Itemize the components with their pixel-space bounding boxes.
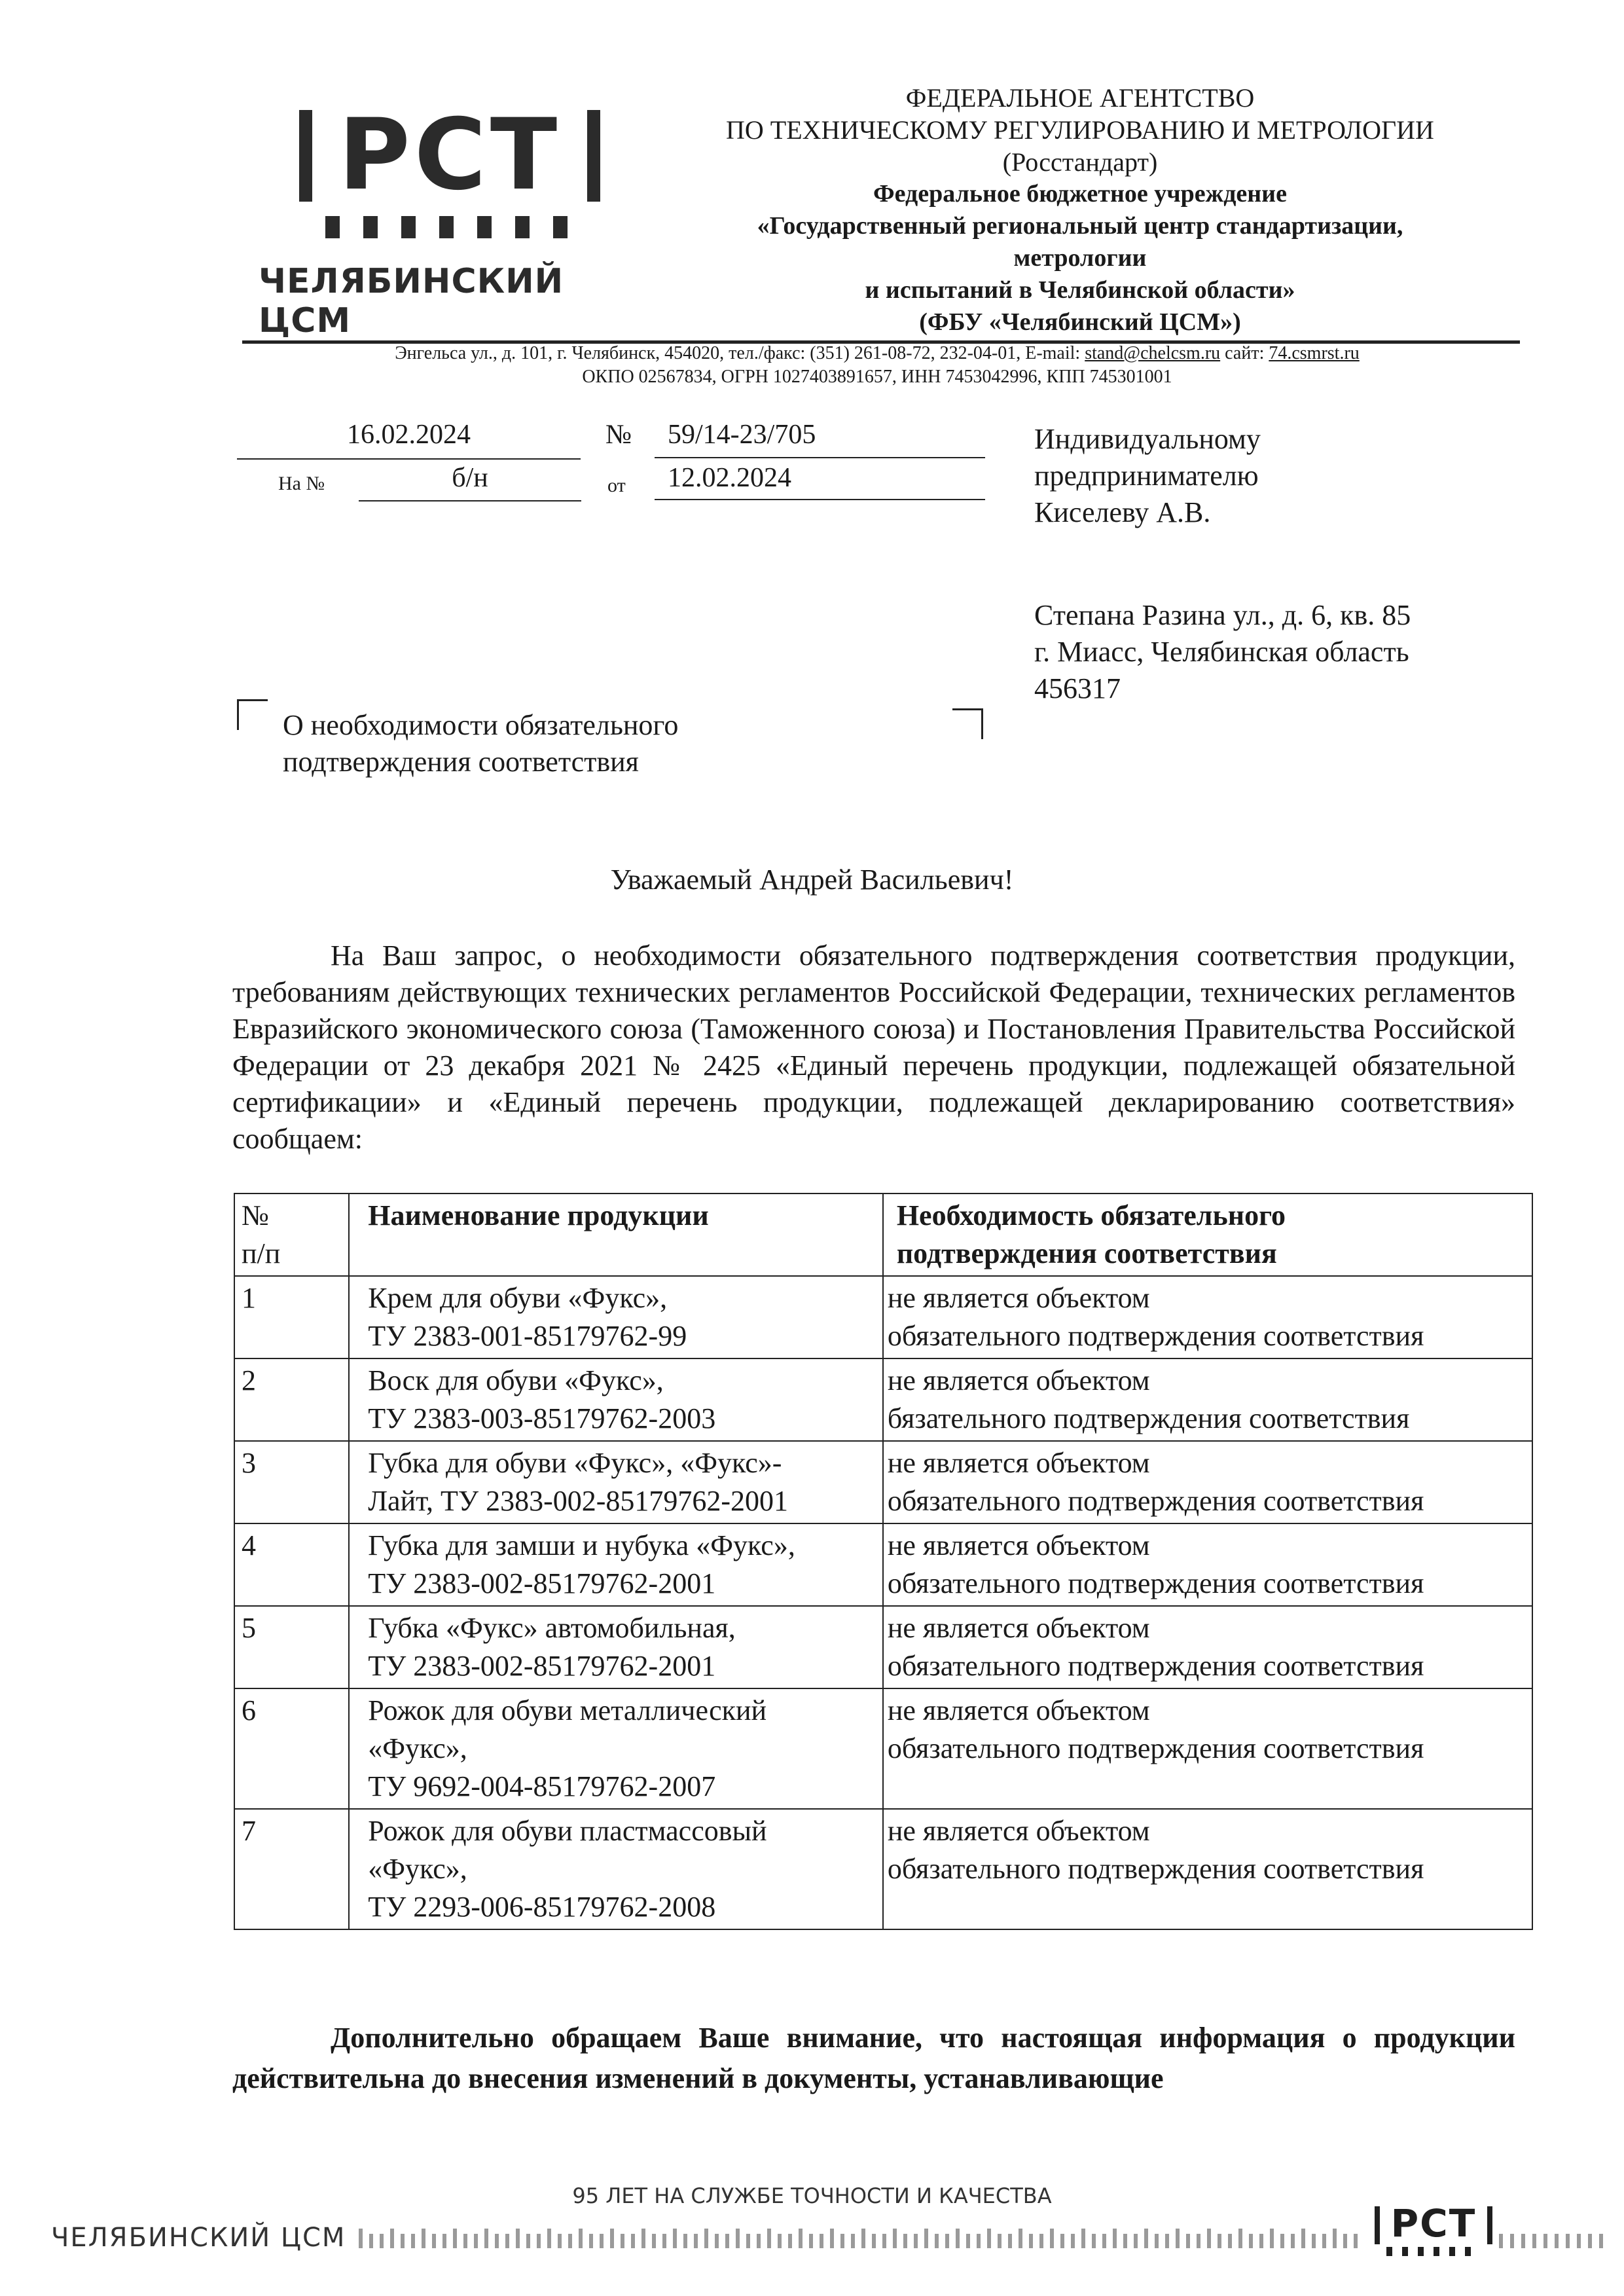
in-reply-date: 12.02.2024 <box>655 462 985 500</box>
row-requirement <box>883 1809 1532 1929</box>
closing-paragraph: Дополнительно обращаем Ваше внимание, что настоящая информация о продукции действительна до внесения изменений в документы, устанавливающие <box>232 2022 1515 2094</box>
requirement-line: не является объектом <box>887 1447 1150 1479</box>
header-requirement <box>883 1194 1532 1276</box>
product-line: ТУ 2383-001-85179762-99 <box>368 1320 687 1352</box>
agency-line-2: ПО ТЕХНИЧЕСКОМУ РЕГУЛИРОВАНИЮ И МЕТРОЛОГИИ <box>726 115 1434 145</box>
footer-rst-logo <box>1375 2200 1492 2257</box>
row-product <box>349 1358 883 1441</box>
product-line: ТУ 9692-004-85179762-2007 <box>368 1770 716 1802</box>
product-line: «Фукс», <box>368 1853 467 1885</box>
row-number: 2 <box>234 1358 349 1441</box>
product-line: Губка «Фукс» автомобильная, <box>368 1612 736 1644</box>
requirement-line: обязательного подтверждения соответствия <box>887 1650 1424 1682</box>
row-number: 7 <box>234 1809 349 1929</box>
recipient-address-3: 456317 <box>1034 672 1121 704</box>
row-requirement <box>883 1441 1532 1523</box>
footer-slogan: 95 ЛЕТ НА СЛУЖБЕ ТОЧНОСТИ И КАЧЕСТВА <box>572 2183 1052 2208</box>
product-line: Рожок для обуви металлический <box>368 1694 767 1726</box>
table-row <box>234 1688 1532 1809</box>
row-product <box>349 1606 883 1688</box>
from-label: от <box>607 475 626 496</box>
greeting: Уважаемый Андрей Васильевич! <box>610 864 1014 896</box>
row-requirement <box>883 1688 1532 1809</box>
recipient-line-2: предпринимателю <box>1034 460 1259 492</box>
institution-line-5: (ФБУ «Челябинский ЦСМ») <box>919 308 1241 336</box>
institution-line-4: и испытаний в Челябинской области» <box>865 276 1295 304</box>
address-block <box>262 342 1492 389</box>
row-requirement <box>883 1358 1532 1441</box>
row-product <box>349 1276 883 1358</box>
footer-name: ЧЕЛЯБИНСКИЙ ЦСМ <box>51 2223 346 2253</box>
subject <box>283 707 872 780</box>
row-requirement <box>883 1523 1532 1606</box>
registration-codes: ОКПО 02567834, ОГРН 1027403891657, ИНН 7453042996, КПП 745301001 <box>582 367 1172 387</box>
body-paragraph: На Ваш запрос, о необходимости обязательного подтверждения соответствия продукции, требованиям действующих технических регламентов Российской Федерации, технических регламентов Евразийского экономического союза (Таможенного союза) и Постановления Правительства Российской Федерации от 23 декабря 2021 № 2425 «Единый перечень продукции, подлежащей обязательной сертификации» и «Единый перечень продукции, подлежащей декларированию соответствия» сообщаем: <box>232 939 1515 1155</box>
subject-line-1: О необходимости обязательного <box>283 709 679 741</box>
site-label: сайт: <box>1220 343 1269 363</box>
recipient-address <box>1034 597 1532 707</box>
requirement-line: обязательного подтверждения соответствия <box>887 1567 1424 1599</box>
table-row <box>234 1358 1532 1441</box>
table-header-row <box>234 1194 1532 1276</box>
row-product <box>349 1688 883 1809</box>
row-number: 1 <box>234 1276 349 1358</box>
requirement-line: бязательного подтверждения соответствия <box>887 1402 1410 1434</box>
product-line: ТУ 2383-002-85179762-2001 <box>368 1567 716 1599</box>
product-line: Рожок для обуви пластмассовый <box>368 1815 767 1847</box>
product-line: Крем для обуви «Фукс», <box>368 1282 668 1314</box>
subject-corner-right <box>952 708 983 739</box>
product-line: ТУ 2383-003-85179762-2003 <box>368 1402 716 1434</box>
product-line: Лайт, ТУ 2383-002-85179762-2001 <box>368 1485 789 1517</box>
requirement-line: обязательного подтверждения соответствия <box>887 1320 1424 1352</box>
row-number: 3 <box>234 1441 349 1523</box>
address-text: Энгельса ул., д. 101, г. Челябинск, 454020, тел./факс: (351) 261-08-72, 232-04-01, E-mail: <box>395 343 1085 363</box>
table-row <box>234 1441 1532 1523</box>
table-row <box>234 1523 1532 1606</box>
footer-ticks-right <box>1499 2226 1610 2248</box>
organization-header <box>655 82 1506 338</box>
requirement-line: обязательного подтверждения соответствия <box>887 1853 1424 1885</box>
row-product <box>349 1809 883 1929</box>
requirement-line: не является объектом <box>887 1529 1150 1561</box>
recipient-line-3: Киселеву А.В. <box>1034 496 1211 528</box>
letter-number: 59/14-23/705 <box>655 419 985 458</box>
requirement-line: не является объектом <box>887 1694 1150 1726</box>
logo-caption: ЧЕЛЯБИНСКИЙ ЦСМ <box>259 262 564 340</box>
requirement-line: не является объектом <box>887 1612 1150 1644</box>
row-requirement <box>883 1606 1532 1688</box>
logo <box>259 105 651 340</box>
in-reply-number: б/н <box>359 462 581 501</box>
subject-line-2: подтверждения соответствия <box>283 746 639 778</box>
email-link[interactable]: stand@chelcsm.ru <box>1085 343 1221 363</box>
subject-corner-left <box>237 699 268 730</box>
requirement-line: не является объектом <box>887 1815 1150 1847</box>
row-product <box>349 1441 883 1523</box>
institution-line-2: «Государственный региональный центр стандартизации, <box>757 212 1403 240</box>
logo-mark-text: РСТ <box>338 105 562 212</box>
institution-line-3: метрологии <box>1013 244 1147 272</box>
product-line: Губка для замши и нубука «Фукс», <box>368 1529 795 1561</box>
table-row <box>234 1809 1532 1929</box>
letter-date: 16.02.2024 <box>237 419 581 460</box>
row-product <box>349 1523 883 1606</box>
institution-line-1: Федеральное бюджетное учреждение <box>873 180 1287 208</box>
site-link[interactable]: 74.csmrst.ru <box>1269 343 1360 363</box>
row-requirement <box>883 1276 1532 1358</box>
requirement-line: обязательного подтверждения соответствия <box>887 1732 1424 1764</box>
recipient-line-1: Индивидуальному <box>1034 423 1261 455</box>
header-product-name: Наименование продукции <box>349 1194 883 1276</box>
agency-short: (Росстандарт) <box>1002 147 1158 177</box>
header-requirement-line-1: Необходимость обязательного <box>896 1199 1286 1231</box>
header-number-line-1: № <box>242 1199 269 1231</box>
table-row <box>234 1606 1532 1688</box>
product-line: Воск для обуви «Фукс», <box>368 1364 664 1396</box>
row-number: 5 <box>234 1606 349 1688</box>
footer-ticks <box>359 2226 1360 2248</box>
in-reply-label: На № <box>278 473 325 494</box>
header-number-line-2: п/п <box>242 1237 281 1269</box>
footer-logo-text: РСТ <box>1390 2201 1477 2246</box>
header-number <box>234 1194 349 1276</box>
agency-line-1: ФЕДЕРАЛЬНОЕ АГЕНТСТВО <box>905 83 1255 113</box>
requirement-line: обязательного подтверждения соответствия <box>887 1485 1424 1517</box>
requirement-line: не является объектом <box>887 1364 1150 1396</box>
requirement-line: не является объектом <box>887 1282 1150 1314</box>
number-sign: № <box>605 420 632 450</box>
product-line: ТУ 2293-006-85179762-2008 <box>368 1891 716 1923</box>
recipient <box>1034 421 1532 531</box>
table-row <box>234 1276 1532 1358</box>
product-line: Губка для обуви «Фукс», «Фукс»- <box>368 1447 782 1479</box>
recipient-address-1: Степана Разина ул., д. 6, кв. 85 <box>1034 599 1411 631</box>
address-line <box>262 342 1492 365</box>
row-number: 6 <box>234 1688 349 1809</box>
product-line: «Фукс», <box>368 1732 467 1764</box>
header-requirement-line-2: подтверждения соответствия <box>896 1237 1277 1269</box>
recipient-address-2: г. Миасс, Челябинская область <box>1034 636 1409 668</box>
row-number: 4 <box>234 1523 349 1606</box>
rst-logo-mark <box>299 105 600 242</box>
products-table <box>234 1193 1533 1930</box>
product-line: ТУ 2383-002-85179762-2001 <box>368 1650 716 1682</box>
